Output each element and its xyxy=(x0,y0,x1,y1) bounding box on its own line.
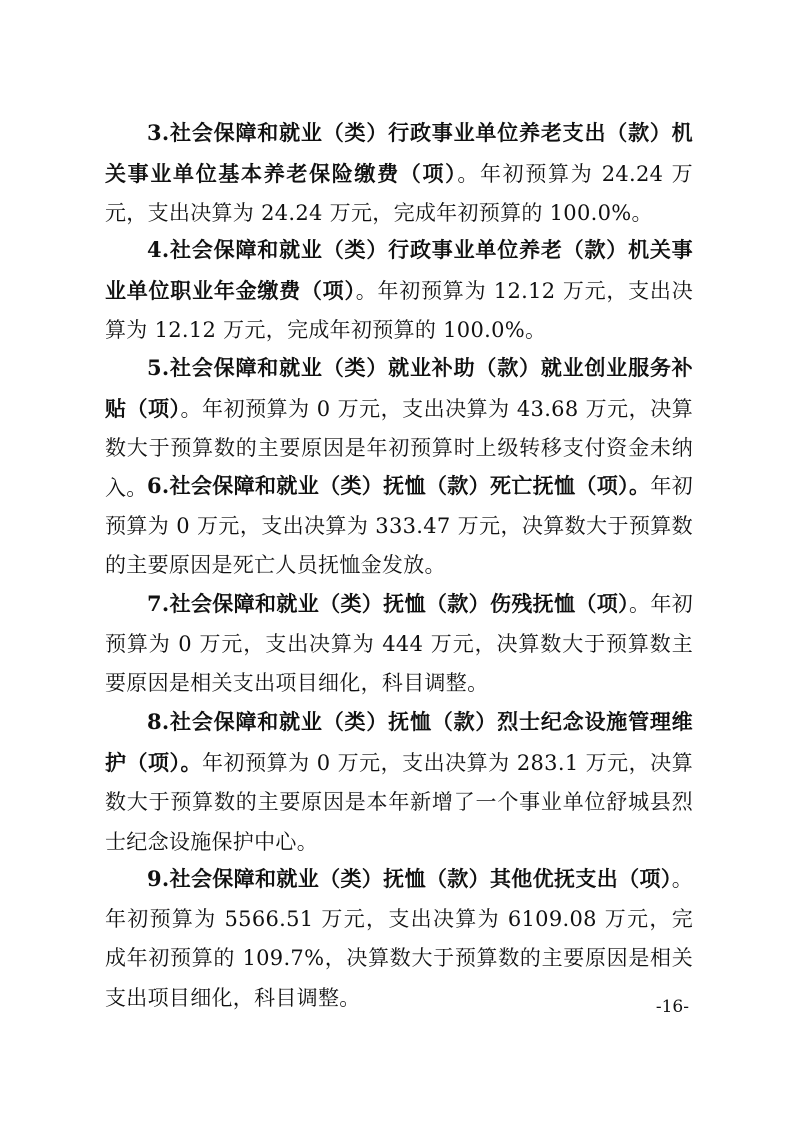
paragraph-body: 。年初预算为 12.12 万元，支出决算为 12.12 万元，完成年初预算的 100.0%。 xyxy=(105,278,693,342)
paragraph-body: 。年初预算为 0 万元，支出决算为 43.68 万元，决算数大于预算数的主要原因是年初预算时上级转移支付资金未纳入。 xyxy=(105,396,693,500)
paragraph-item-8 xyxy=(105,702,693,862)
paragraph-heading: 9.社会保障和就业（类）抚恤（款）其他优抚支出（项） xyxy=(147,866,672,891)
paragraph-item-3 xyxy=(105,113,693,234)
paragraph-body: 年初预算为 0 万元，支出决算为 283.1 万元，决算数大于预算数的主要原因是本年新增了一个事业单位舒城县烈士纪念设施保护中心。 xyxy=(105,750,693,854)
paragraph-body: 。年初预算为 0 万元，支出决算为 444 万元，决算数大于预算数主要原因是相关支出项目细化，科目调整。 xyxy=(105,592,694,695)
paragraph-item-7 xyxy=(105,584,693,704)
page-number: -16- xyxy=(655,997,689,1017)
paragraph-heading: 4.社会保障和就业（类）行政事业单位养老（款）机关事业单位职业年金缴费（项） xyxy=(105,237,693,303)
paragraph-heading: 3.社会保障和就业（类）行政事业单位养老支出（款）机关事业单位基本养老保险缴费（项） xyxy=(105,120,693,186)
paragraph-heading: 7.社会保障和就业（类）抚恤（款）伤残抚恤（项） xyxy=(147,591,629,616)
paragraph-heading: 8.社会保障和就业（类）抚恤（款）烈士纪念设施管理维护（项）。 xyxy=(105,709,693,775)
paragraph-item-9 xyxy=(105,859,693,1018)
paragraph-heading: 6.社会保障和就业（类）抚恤（款）死亡抚恤（项）。 xyxy=(147,473,651,498)
paragraph-item-6 xyxy=(105,466,693,586)
paragraph-body: 。年初预算为 5566.51 万元，支出决算为 6109.08 万元，完成年初预算的 109.7%，决算数大于预算数的主要原因是相关支出项目细化，科目调整。 xyxy=(105,867,693,1010)
paragraph-body: 。年初预算为 24.24 万元，支出决算为 24.24 万元，完成年初预算的 100.0%。 xyxy=(105,161,693,225)
paragraph-item-4 xyxy=(105,230,693,351)
paragraph-body: 年初预算为 0 万元，支出决算为 333.47 万元，决算数大于预算数的主要原因是死亡人员抚恤金发放。 xyxy=(105,474,694,577)
paragraph-heading: 5.社会保障和就业（类）就业补助（款）就业创业服务补贴（项） xyxy=(105,355,693,421)
